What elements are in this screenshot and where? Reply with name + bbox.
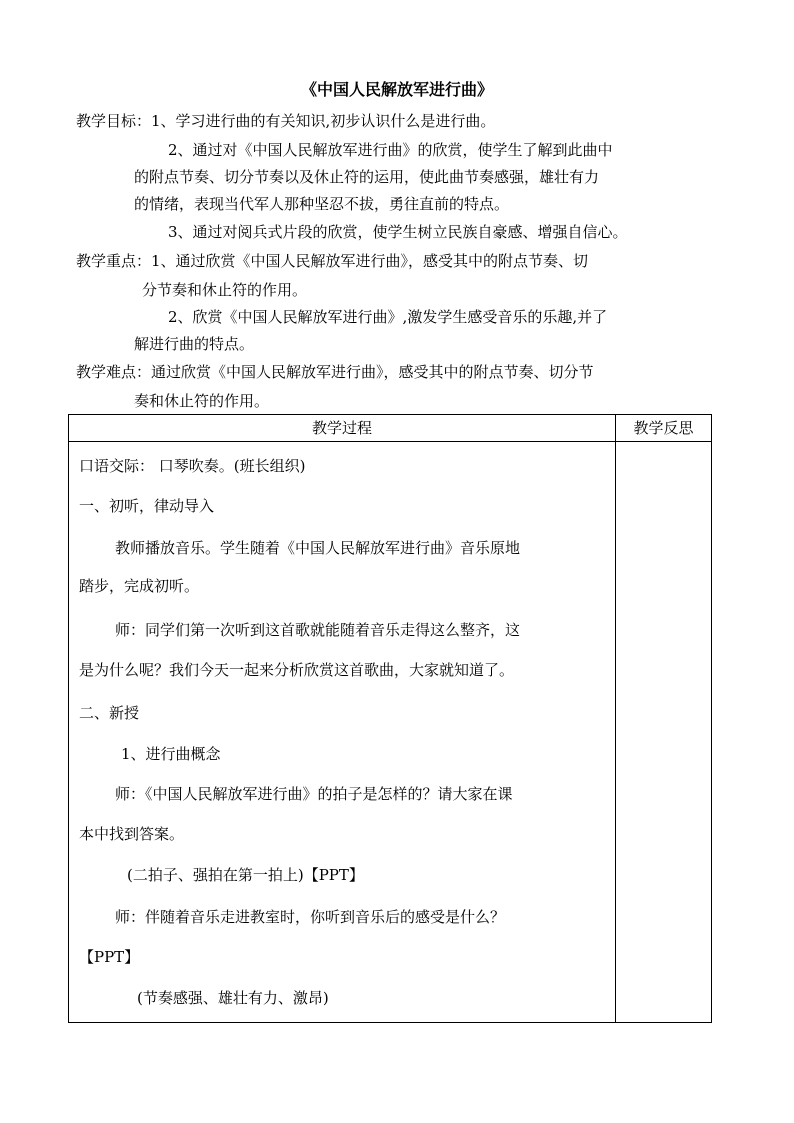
- process-line: 【PPT】: [79, 948, 140, 966]
- process-line: 师：《中国人民解放军进行曲》的拍子是怎样的？请大家在课: [115, 785, 513, 803]
- document-title: 《中国人民解放军进行曲》: [300, 80, 493, 99]
- process-line: 教师播放音乐。学生随着《中国人民解放军进行曲》音乐原地: [115, 539, 521, 557]
- process-line: 踏步，完成初听。: [79, 577, 200, 595]
- key-points-line-3: 2、欣赏《中国人民解放军进行曲》,激发学生感受音乐的乐趣,并了: [168, 308, 608, 326]
- key-points-line-2: 分节奏和休止符的作用。: [142, 281, 308, 299]
- process-line: 口语交际： 口琴吹奏。(班长组织): [79, 457, 306, 475]
- header-teaching-process: 教学过程: [69, 415, 616, 442]
- process-line: 二、新授: [79, 704, 140, 722]
- objectives-line-1: 教学目标：1、学习进行曲的有关知识,初步认识什么是进行曲。: [76, 112, 496, 130]
- teaching-process-cell: [69, 442, 616, 1023]
- difficulties-line-2: 奏和休止符的作用。: [134, 392, 270, 410]
- process-line: 是为什么呢？我们今天一起来分析欣赏这首歌曲，大家就知道了。: [79, 661, 515, 679]
- objectives-line-5: 3、通过对阅兵式片段的欣赏，使学生树立民族自豪感、增强自信心。: [168, 223, 628, 241]
- process-line: 师：伴随着音乐走进教室时，你听到音乐后的感受是什么？: [115, 908, 506, 926]
- process-line: (节奏感强、雄壮有力、激昂): [137, 989, 329, 1007]
- process-line: (二拍子、强拍在第一拍上)【PPT】: [127, 866, 364, 884]
- process-line: 本中找到答案。: [79, 825, 185, 843]
- teaching-reflection-cell[interactable]: [616, 442, 712, 1023]
- objectives-line-4: 的情绪，表现当代军人那种坚忍不拔，勇往直前的特点。: [134, 195, 510, 213]
- key-points-line-1: 教学重点：1、通过欣赏《中国人民解放军进行曲》，感受其中的附点节奏、切: [76, 252, 589, 270]
- objectives-line-2: 2、通过对《中国人民解放军进行曲》的欣赏，使学生了解到此曲中: [168, 141, 613, 159]
- difficulties-line-1: 教学难点：通过欣赏《中国人民解放军进行曲》，感受其中的附点节奏、切分节: [76, 363, 594, 381]
- process-line: 一、初听，律动导入: [79, 497, 215, 515]
- header-teaching-reflection: 教学反思: [616, 415, 712, 442]
- key-points-line-4: 解进行曲的特点。: [134, 335, 255, 353]
- process-line: 1、进行曲概念: [121, 745, 221, 763]
- teaching-process-table: [68, 414, 712, 1023]
- objectives-line-3: 的附点节奏、切分节奏以及休止符的运用，使此曲节奏感强，雄壮有力: [134, 168, 600, 186]
- process-line: 师：同学们第一次听到这首歌就能随着音乐走得这么整齐，这: [115, 621, 521, 639]
